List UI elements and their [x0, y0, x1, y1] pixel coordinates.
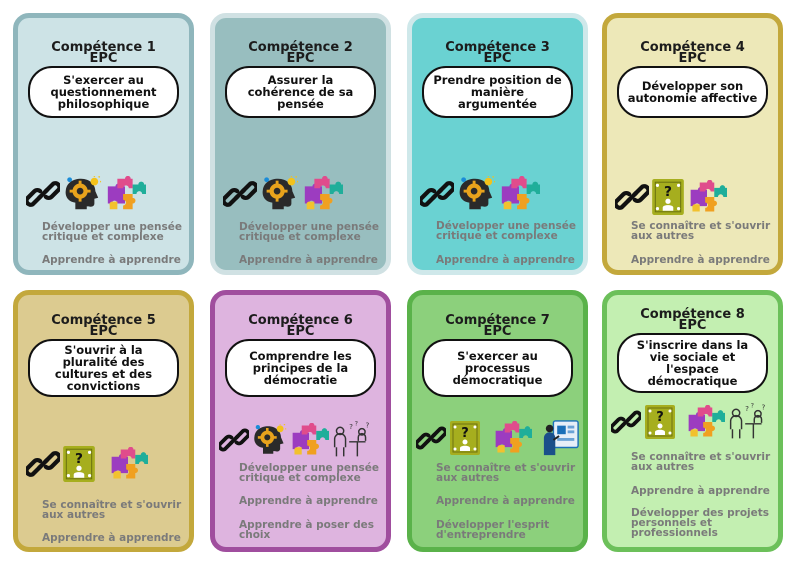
competence-number: Compétence 2	[248, 40, 353, 55]
competence-card-2	[210, 13, 391, 275]
competence-number: Compétence 3	[445, 40, 550, 55]
thinking-people-icon	[331, 421, 371, 459]
puzzle-icon	[492, 421, 532, 455]
competence-description: S'exercer au processus démocratique	[422, 339, 573, 397]
puzzle-icon	[685, 405, 725, 439]
transversal-skill: Apprendre à apprendre	[42, 532, 181, 544]
transversal-skill: Développer une pensée critique et complexe	[239, 221, 379, 243]
icon-row	[219, 421, 371, 459]
brain-gear-icon	[251, 424, 287, 456]
competence-subject: EPC	[483, 51, 512, 66]
brain-gear-icon	[456, 176, 496, 212]
card-title	[607, 309, 778, 331]
transversal-skill: Développer l'esprit d'entreprendre	[436, 519, 550, 541]
competence-description: Développer son autonomie affective	[617, 66, 768, 118]
icon-row	[416, 419, 580, 457]
link-icon	[26, 177, 60, 211]
icon-row	[611, 403, 767, 441]
thinking-people-icon	[727, 403, 767, 441]
icon-row	[615, 178, 727, 216]
link-icon	[223, 177, 257, 211]
transversal-skill: Apprendre à apprendre	[42, 254, 181, 266]
card-title	[412, 42, 583, 64]
puzzle-icon	[289, 423, 329, 457]
competence-card-5	[13, 290, 194, 552]
competence-card-6	[210, 290, 391, 552]
link-icon	[420, 177, 454, 211]
transversal-skill: Développer une pensée critique et complexe	[436, 220, 576, 242]
competence-subject: EPC	[89, 324, 118, 339]
icon-row	[26, 176, 146, 212]
competence-description: S'ouvrir à la pluralité des cultures et des convictions	[28, 339, 179, 397]
card-title	[607, 42, 778, 64]
icon-row	[420, 176, 540, 212]
competence-card-8	[602, 290, 783, 552]
competence-card-4	[602, 13, 783, 275]
competence-number: Compétence 8	[640, 307, 745, 322]
competence-number: Compétence 4	[640, 40, 745, 55]
transversal-skill: Apprendre à apprendre	[239, 495, 378, 507]
puzzle-icon	[498, 176, 540, 212]
competence-number: Compétence 5	[51, 313, 156, 328]
competence-number: Compétence 6	[248, 313, 353, 328]
card-title	[18, 42, 189, 64]
question-person-icon	[651, 178, 685, 216]
transversal-skill: Apprendre à apprendre	[436, 495, 575, 507]
card-title	[215, 315, 386, 337]
transversal-skill: Apprendre à apprendre	[436, 254, 575, 266]
transversal-skill: Apprendre à apprendre	[631, 485, 770, 497]
transversal-skill: Développer des projets personnels et professionnels	[631, 507, 770, 539]
icon-row	[223, 176, 343, 212]
question-person-icon	[62, 445, 96, 483]
transversal-skill: Apprendre à apprendre	[631, 254, 770, 266]
competence-subject: EPC	[89, 51, 118, 66]
puzzle-icon	[104, 176, 146, 212]
competence-subject: EPC	[286, 324, 315, 339]
transversal-skill: Se connaître et s'ouvrir aux autres	[436, 462, 576, 484]
competence-subject: EPC	[286, 51, 315, 66]
competence-description: Comprendre les principes de la démocratie	[225, 339, 376, 397]
transversal-skill: Se connaître et s'ouvrir aux autres	[42, 499, 182, 521]
competence-card-1	[13, 13, 194, 275]
competence-subject: EPC	[483, 324, 512, 339]
puzzle-icon	[108, 447, 148, 481]
competence-description: Prendre position de manière argumentée	[422, 66, 573, 118]
transversal-skill: Apprendre à apprendre	[239, 254, 378, 266]
puzzle-icon	[301, 176, 343, 212]
transversal-skill: Développer une pensée critique et complexe	[42, 221, 182, 243]
transversal-skill: Apprendre à poser des choix	[239, 519, 374, 541]
card-title	[412, 315, 583, 337]
transversal-skill: Se connaître et s'ouvrir aux autres	[631, 451, 771, 473]
transversal-skill: Se connaître et s'ouvrir aux autres	[631, 220, 771, 242]
card-title	[18, 315, 189, 337]
competence-number: Compétence 1	[51, 40, 156, 55]
link-icon	[416, 423, 446, 453]
link-icon	[26, 447, 60, 481]
icon-row	[26, 445, 148, 483]
card-title	[215, 42, 386, 64]
competence-subject: EPC	[678, 51, 707, 66]
link-icon	[611, 407, 641, 437]
competence-card-7	[407, 290, 588, 552]
brain-gear-icon	[259, 176, 299, 212]
question-person-icon	[643, 404, 677, 440]
competence-description: Assurer la cohérence de sa pensée	[225, 66, 376, 118]
transversal-skill: Développer une pensée critique et complexe	[239, 462, 379, 484]
project-board-icon	[542, 419, 580, 457]
competence-number: Compétence 7	[445, 313, 550, 328]
competence-card-3	[407, 13, 588, 275]
puzzle-icon	[687, 180, 727, 214]
link-icon	[615, 180, 649, 214]
competence-description: S'exercer au questionnement philosophique	[28, 66, 179, 118]
question-person-icon	[448, 420, 482, 456]
link-icon	[219, 425, 249, 455]
competence-subject: EPC	[678, 318, 707, 333]
brain-gear-icon	[62, 176, 102, 212]
competence-description: S'inscrire dans la vie sociale et l'espace démocratique	[617, 333, 768, 393]
